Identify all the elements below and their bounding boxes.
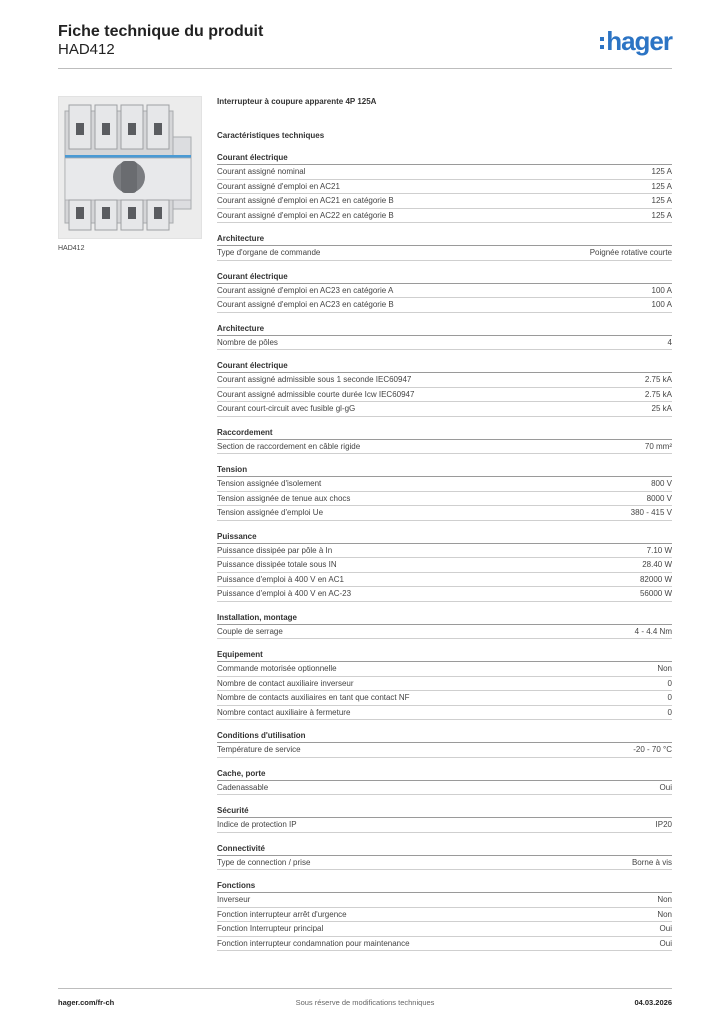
spec-value: Oui [659, 782, 672, 792]
spec-value: 70 mm² [644, 441, 672, 451]
spec-section [217, 427, 672, 455]
spec-row [217, 544, 672, 559]
spec-value: 7.10 W [646, 545, 672, 555]
footer-divider [58, 988, 672, 989]
spec-value: -20 - 70 °C [633, 745, 672, 754]
spec-row [217, 691, 672, 706]
spec-label: Fonction Interrupteur principal [217, 924, 324, 933]
section-title: Connectivité [217, 843, 672, 856]
spec-value: 2.75 kA [644, 389, 672, 399]
spec-row [217, 246, 672, 261]
page-footer [58, 998, 672, 1010]
spec-value: 4 [667, 337, 672, 347]
section-title: Raccordement [217, 427, 672, 440]
footer-disclaimer: Sous réserve de modifications techniques [295, 998, 435, 1007]
spec-value: 125 A [651, 196, 672, 205]
spec-label: Section de raccordement en câble rigide [217, 441, 361, 451]
spec-row [217, 625, 672, 640]
spec-label: Tension assignée d'emploi Ue [217, 508, 324, 517]
spec-section [217, 464, 672, 521]
spec-row [217, 706, 672, 721]
spec-value: Poignée rotative courte [589, 248, 672, 257]
spec-section [217, 730, 672, 758]
spec-value: 100 A [651, 300, 672, 309]
spec-label: Indice de protection IP [217, 820, 297, 829]
spec-label: Fonction interrupteur arrêt d'urgence [217, 909, 347, 919]
spec-value: 125 A [651, 167, 672, 176]
spec-value: 4 - 4.4 Nm [634, 626, 672, 636]
logo-dots-icon [600, 37, 604, 49]
spec-value: 0 [667, 693, 672, 702]
spec-label: Courant assigné d'emploi en AC23 en catégorie A [217, 285, 394, 295]
spec-row [217, 856, 672, 871]
spec-row [217, 908, 672, 923]
section-title: Architecture [217, 323, 672, 336]
spec-row [217, 209, 672, 224]
spec-label: Puissance dissipée totale sous IN [217, 560, 337, 569]
spec-label: Tension assignée de tenue aux chocs [217, 493, 351, 503]
section-title: Sécurité [217, 805, 672, 818]
spec-label: Type d'organe de commande [217, 248, 321, 257]
spec-section [217, 271, 672, 313]
spec-label: Fonction interrupteur condamnation pour maintenance [217, 938, 410, 948]
page-header [58, 22, 672, 70]
spec-value: Non [657, 895, 672, 904]
spec-value: 2.75 kA [644, 375, 672, 384]
spec-label: Nombre contact auxiliaire à fermeture [217, 707, 351, 717]
spec-label: Courant court-circuit avec fusible gl-gG [217, 404, 356, 413]
footer-website: hager.com/fr-ch [58, 998, 115, 1007]
spec-label: Courant assigné admissible sous 1 seconde IEC60947 [217, 375, 412, 384]
spec-row [217, 165, 672, 180]
spec-section [217, 360, 672, 417]
spec-label: Commande motorisée optionnelle [217, 664, 337, 673]
spec-row [217, 180, 672, 195]
spec-label: Courant assigné nominal [217, 167, 306, 176]
section-title: Courant électrique [217, 360, 672, 373]
spec-row [217, 373, 672, 388]
spec-section [217, 843, 672, 871]
product-specs [217, 96, 672, 961]
section-title: Fonctions [217, 880, 672, 893]
spec-label: Nombre de contact auxiliaire inverseur [217, 678, 354, 688]
spec-label: Couple de serrage [217, 626, 283, 636]
spec-section [217, 649, 672, 720]
spec-row [217, 194, 672, 209]
page-title: Fiche technique du produit [58, 23, 264, 40]
spec-row [217, 440, 672, 455]
spec-row [217, 506, 672, 521]
spec-row [217, 298, 672, 313]
section-title: Equipement [217, 649, 672, 662]
section-title: Cache, porte [217, 768, 672, 781]
switch-disconnector-icon [59, 97, 201, 238]
spec-value: 0 [667, 678, 672, 688]
spec-row [217, 781, 672, 796]
spec-label: Nombre de pôles [217, 337, 278, 347]
spec-row [217, 893, 672, 908]
spec-label: Courant assigné d'emploi en AC23 en catégorie B [217, 300, 394, 309]
section-title: Installation, montage [217, 612, 672, 625]
spec-row [217, 818, 672, 833]
spec-row [217, 388, 672, 403]
spec-section [217, 880, 672, 951]
spec-label: Puissance d'emploi à 400 V en AC1 [217, 574, 344, 584]
spec-section [217, 233, 672, 261]
spec-value: IP20 [655, 820, 672, 829]
spec-value: Oui [659, 938, 672, 948]
spec-value: 28.40 W [642, 560, 672, 569]
spec-row [217, 743, 672, 758]
spec-row [217, 587, 672, 602]
spec-row [217, 336, 672, 351]
image-caption: HAD412 [58, 245, 85, 252]
spec-section [217, 152, 672, 223]
logo-text: hager [606, 26, 672, 56]
spec-row [217, 922, 672, 937]
spec-label: Nombre de contacts auxiliaires en tant que contact NF [217, 693, 410, 702]
spec-section [217, 805, 672, 833]
spec-value: Borne à vis [631, 857, 672, 867]
hager-logo [600, 26, 672, 56]
section-title: Conditions d'utilisation [217, 730, 672, 743]
spec-label: Courant assigné d'emploi en AC22 en catégorie B [217, 210, 394, 220]
spec-label: Cadenassable [217, 782, 269, 792]
spec-row [217, 677, 672, 692]
spec-section [217, 768, 672, 796]
spec-value: 56000 W [639, 589, 672, 598]
spec-label: Température de service [217, 745, 301, 754]
spec-row [217, 573, 672, 588]
section-title: Courant électrique [217, 271, 672, 284]
spec-label: Puissance d'emploi à 400 V en AC-23 [217, 589, 352, 598]
spec-value: 8000 V [646, 493, 672, 503]
footer-date: 04.03.2026 [634, 998, 672, 1007]
spec-row [217, 492, 672, 507]
spec-sections [217, 152, 672, 951]
spec-value: Non [657, 664, 672, 673]
product-description: Interrupteur à coupure apparente 4P 125A [217, 97, 377, 106]
spec-value: Non [657, 909, 672, 919]
product-reference: HAD412 [58, 41, 115, 58]
spec-value: 380 - 415 V [630, 508, 672, 517]
spec-row [217, 937, 672, 952]
spec-value: 82000 W [639, 574, 672, 584]
spec-value: 800 V [651, 479, 672, 488]
spec-value: 25 kA [651, 404, 672, 413]
spec-section [217, 612, 672, 640]
spec-label: Puissance dissipée par pôle à In [217, 545, 333, 555]
spec-row [217, 662, 672, 677]
section-title: Tension [217, 464, 672, 477]
header-divider [58, 68, 672, 69]
spec-value: 125 A [651, 210, 672, 220]
spec-label: Inverseur [217, 895, 251, 904]
spec-label: Courant assigné d'emploi en AC21 en catégorie B [217, 196, 394, 205]
spec-section [217, 531, 672, 602]
spec-label: Courant assigné d'emploi en AC21 [217, 181, 340, 191]
spec-value: Oui [659, 924, 672, 933]
technical-characteristics-title: Caractéristiques techniques [217, 131, 325, 140]
section-title: Courant électrique [217, 152, 672, 165]
spec-row [217, 477, 672, 492]
spec-row [217, 558, 672, 573]
spec-section [217, 323, 672, 351]
product-image [58, 96, 202, 239]
spec-value: 100 A [651, 285, 672, 295]
section-title: Puissance [217, 531, 672, 544]
spec-label: Type de connection / prise [217, 857, 311, 867]
spec-label: Courant assigné admissible courte durée Icw IEC60947 [217, 389, 415, 399]
spec-value: 0 [667, 707, 672, 717]
spec-label: Tension assignée d'isolement [217, 479, 322, 488]
spec-value: 125 A [651, 181, 672, 191]
section-title: Architecture [217, 233, 672, 246]
spec-row [217, 402, 672, 417]
spec-row [217, 284, 672, 299]
